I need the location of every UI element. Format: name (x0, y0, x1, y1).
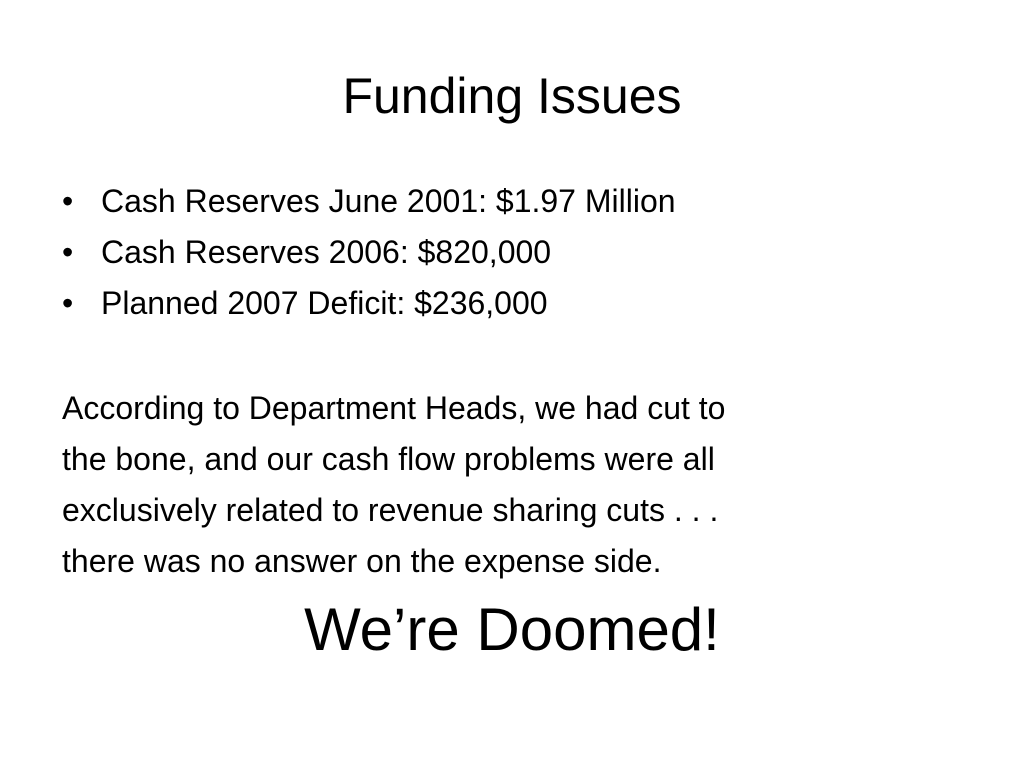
bullet-text: Planned 2007 Deficit: $236,000 (101, 285, 548, 321)
bullet-item (62, 227, 962, 278)
closing-statement: We’re Doomed! (304, 596, 720, 663)
bullet-text: Cash Reserves June 2001: $1.97 Million (101, 183, 676, 219)
paragraph-line: exclusively related to revenue sharing cuts . . . (62, 492, 719, 528)
bullet-list (62, 176, 962, 329)
bullet-item (62, 176, 962, 227)
bullet-dot-icon: • (62, 285, 74, 321)
slide-title: Funding Issues (342, 68, 682, 124)
body-paragraph (62, 383, 922, 587)
bullet-text: Cash Reserves 2006: $820,000 (101, 234, 552, 270)
paragraph-line: there was no answer on the expense side. (62, 543, 662, 579)
bullet-dot-icon: • (62, 234, 74, 270)
paragraph-line: According to Department Heads, we had cut to (62, 390, 726, 426)
bullet-dot-icon: • (62, 183, 74, 219)
paragraph-line: the bone, and our cash flow problems were all (62, 441, 715, 477)
bullet-item (62, 278, 962, 329)
